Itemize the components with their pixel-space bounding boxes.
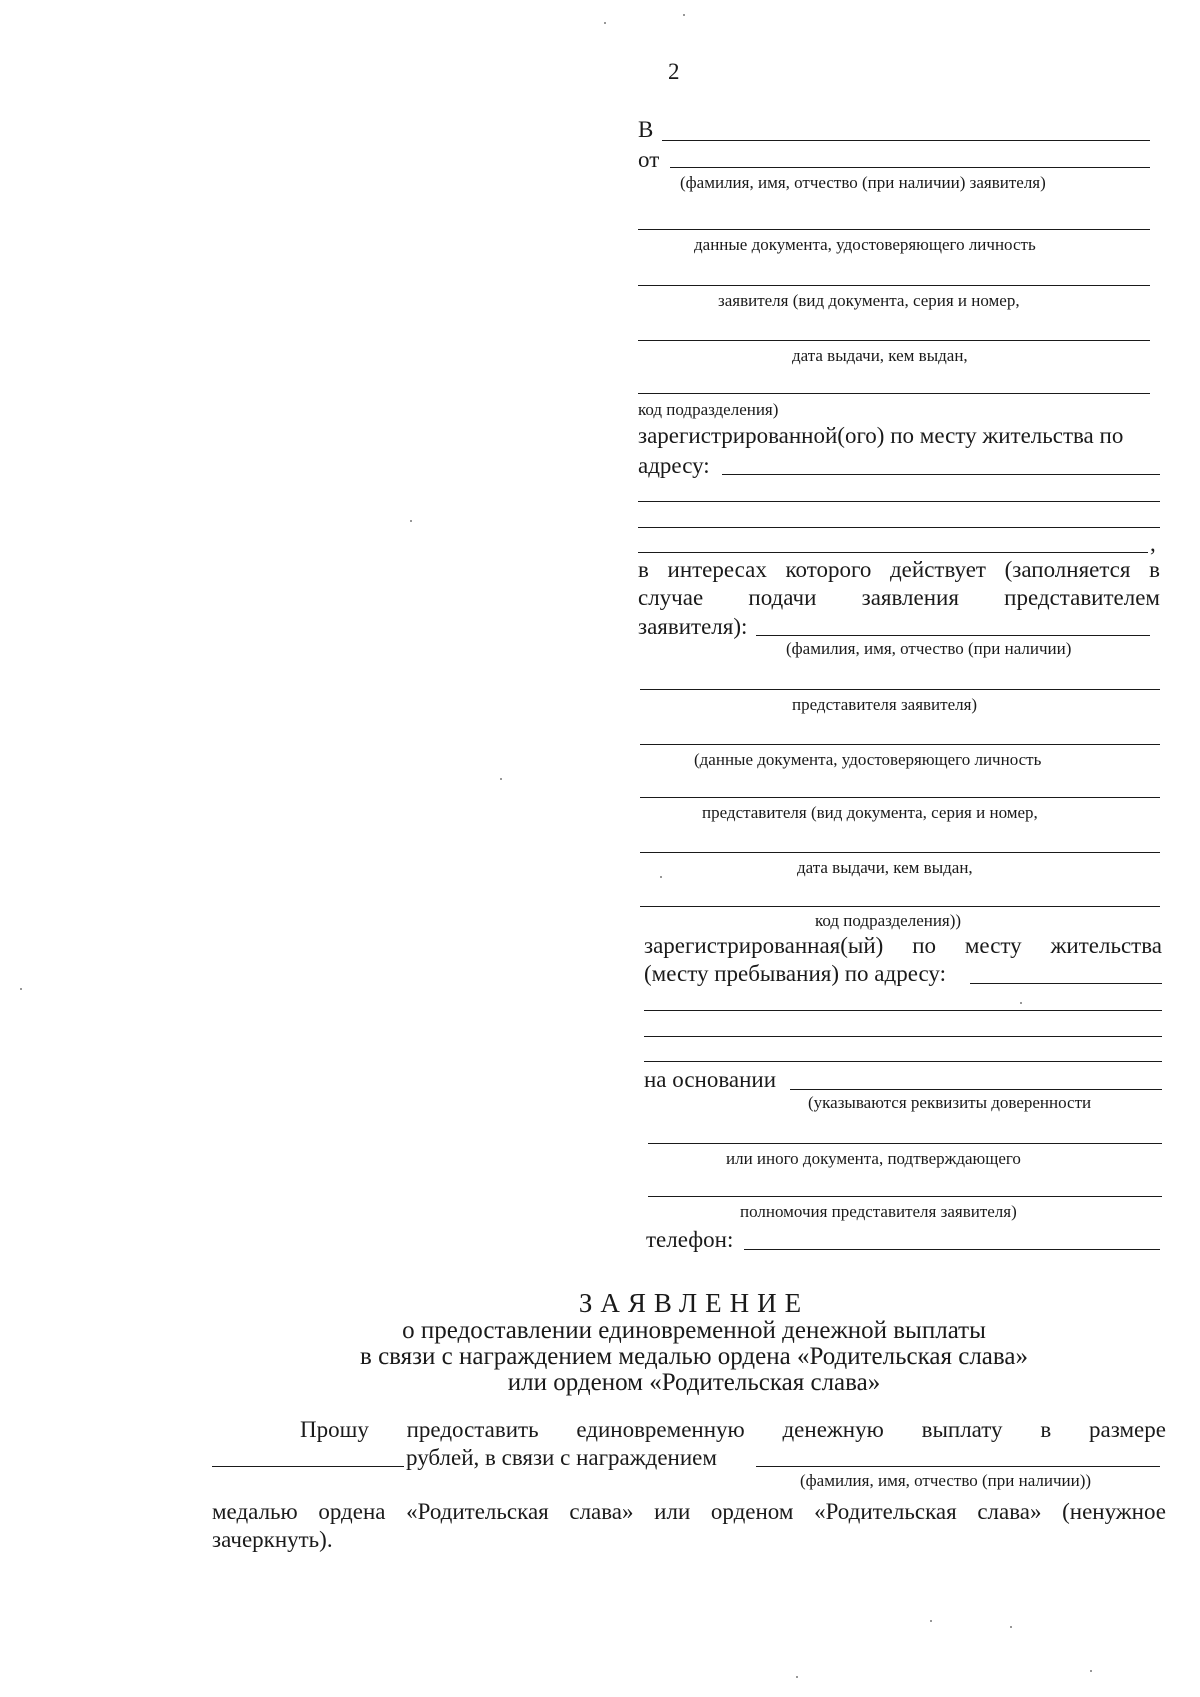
word: (ненужное xyxy=(1062,1499,1166,1524)
applicant-address-field-3[interactable] xyxy=(638,527,1160,528)
document-subtitle-3: или орденом «Родительская слава» xyxy=(507,1369,881,1396)
applicant-doc-caption-3: дата выдачи, кем выдан, xyxy=(792,346,968,365)
applicant-doc-caption-4: код подразделения) xyxy=(638,400,779,419)
applicant-doc-field-4[interactable] xyxy=(638,393,1150,394)
word: размере xyxy=(1088,1417,1166,1442)
word: которого xyxy=(785,557,872,582)
scan-speck xyxy=(1020,1002,1022,1004)
word: в xyxy=(638,557,649,582)
phone-label: телефон: xyxy=(646,1227,734,1252)
representative-address-field-1[interactable] xyxy=(970,983,1162,984)
word: денежную xyxy=(782,1417,884,1442)
registered-text-1: зарегистрированной(ого) по месту жительства по xyxy=(638,423,1124,448)
body-text-4: зачеркнуть). xyxy=(212,1527,333,1552)
scan-speck xyxy=(604,22,606,24)
rep-doc-caption-1: (данные документа, удостоверяющего личность xyxy=(694,750,1042,769)
document-subtitle-2: в связи с награждением медалью ордена «Родительская слава» xyxy=(360,1343,1028,1370)
word: действует xyxy=(889,557,986,582)
rep-registered-text-2: (месту пребывания) по адресу: xyxy=(644,961,946,986)
basis-label: на основании xyxy=(644,1067,777,1092)
awarded-person-field[interactable] xyxy=(756,1466,1160,1467)
word: медалью xyxy=(212,1499,298,1524)
amount-field[interactable] xyxy=(212,1466,404,1467)
applicant-name-caption: (фамилия, имя, отчество (при наличии) заявителя) xyxy=(680,173,1046,192)
scan-speck xyxy=(1010,1626,1012,1628)
word: месту xyxy=(964,933,1022,958)
recipient-field[interactable] xyxy=(662,140,1150,141)
word: случае xyxy=(638,585,704,610)
rep-name-caption-2: представителя заявителя) xyxy=(792,695,978,714)
representative-doc-field-4[interactable] xyxy=(640,906,1160,907)
word: представителем xyxy=(1004,585,1160,610)
word: (заполняется xyxy=(1004,557,1131,582)
word: «Родительская xyxy=(814,1499,957,1524)
scan-speck xyxy=(683,14,685,16)
word: в xyxy=(1040,1417,1052,1442)
applicant-address-field-2[interactable] xyxy=(638,501,1160,502)
applicant-name-field[interactable] xyxy=(670,167,1150,168)
address-comma: , xyxy=(1150,531,1156,556)
word: зарегистрированная(ый) xyxy=(644,933,884,958)
scan-speck xyxy=(410,520,412,522)
awarded-person-caption: (фамилия, имя, отчество (при наличии)) xyxy=(800,1471,1092,1490)
word: «Родительская xyxy=(406,1499,549,1524)
scan-speck xyxy=(20,988,22,990)
applicant-doc-caption-2: заявителя (вид документа, серия и номер, xyxy=(718,291,1020,310)
registered-text-2: адресу: xyxy=(638,453,710,478)
scan-speck xyxy=(660,876,662,878)
word: единовременную xyxy=(576,1417,745,1442)
rep-name-caption-1: (фамилия, имя, отчество (при наличии) xyxy=(786,639,1072,658)
word: слава» xyxy=(569,1499,634,1524)
representative-name-field-2[interactable] xyxy=(640,689,1160,690)
representative-address-field-2[interactable] xyxy=(644,1010,1162,1011)
interests-text-2 xyxy=(638,586,1160,609)
scan-speck xyxy=(1090,1670,1092,1672)
body-text-1 xyxy=(300,1418,1166,1441)
basis-field-3[interactable] xyxy=(648,1196,1162,1197)
representative-doc-field-3[interactable] xyxy=(640,852,1160,853)
applicant-doc-field-1[interactable] xyxy=(638,229,1150,230)
representative-doc-field-1[interactable] xyxy=(640,744,1160,745)
word: жительства xyxy=(1050,933,1162,958)
document-title: ЗАЯВЛЕНИЕ xyxy=(578,1288,810,1318)
applicant-doc-field-3[interactable] xyxy=(638,340,1150,341)
rep-doc-caption-4: код подразделения)) xyxy=(815,911,962,930)
word: предоставить xyxy=(406,1417,539,1442)
word: слава» xyxy=(977,1499,1042,1524)
word: заявления xyxy=(861,585,959,610)
basis-field-2[interactable] xyxy=(648,1143,1162,1144)
word: орденом xyxy=(710,1499,794,1524)
representative-name-field[interactable] xyxy=(756,635,1150,636)
rep-registered-text-1 xyxy=(644,934,1162,957)
representative-address-field-4[interactable] xyxy=(644,1061,1162,1062)
word: интересах xyxy=(667,557,767,582)
representative-doc-field-2[interactable] xyxy=(640,797,1160,798)
scan-speck xyxy=(930,1620,932,1622)
representative-address-field-3[interactable] xyxy=(644,1036,1162,1037)
basis-caption-1: (указываются реквизиты доверенности xyxy=(808,1093,1092,1112)
word: выплату xyxy=(921,1417,1003,1442)
body-text-3 xyxy=(212,1500,1166,1523)
scan-speck xyxy=(796,1676,798,1678)
word: подачи xyxy=(748,585,817,610)
interests-text-1 xyxy=(638,558,1160,581)
rep-doc-caption-3: дата выдачи, кем выдан, xyxy=(797,858,973,877)
basis-field-1[interactable] xyxy=(790,1089,1162,1090)
word: Прошу xyxy=(300,1417,369,1442)
to-label: В xyxy=(638,117,654,142)
rep-doc-caption-2: представителя (вид документа, серия и номер, xyxy=(702,803,1038,822)
word: или xyxy=(654,1499,691,1524)
applicant-doc-caption-1: данные документа, удостоверяющего личность xyxy=(694,235,1036,254)
word: ордена xyxy=(318,1499,386,1524)
basis-caption-3: полномочия представителя заявителя) xyxy=(740,1202,1017,1221)
applicant-address-field-1[interactable] xyxy=(722,474,1160,475)
page-number: 2 xyxy=(668,59,680,84)
basis-caption-2: или иного документа, подтверждающего xyxy=(726,1149,1021,1168)
phone-field[interactable] xyxy=(744,1249,1160,1250)
word: в xyxy=(1149,557,1160,582)
scan-speck xyxy=(500,778,502,780)
applicant-address-field-4[interactable] xyxy=(638,552,1148,553)
body-text-2: рублей, в связи с награждением xyxy=(406,1445,717,1470)
from-label: от xyxy=(638,147,660,172)
interests-text-3: заявителя): xyxy=(638,614,748,639)
applicant-doc-field-2[interactable] xyxy=(638,285,1150,286)
word: по xyxy=(912,933,937,958)
document-subtitle-1: о предоставлении единовременной денежной выплаты xyxy=(402,1317,986,1344)
